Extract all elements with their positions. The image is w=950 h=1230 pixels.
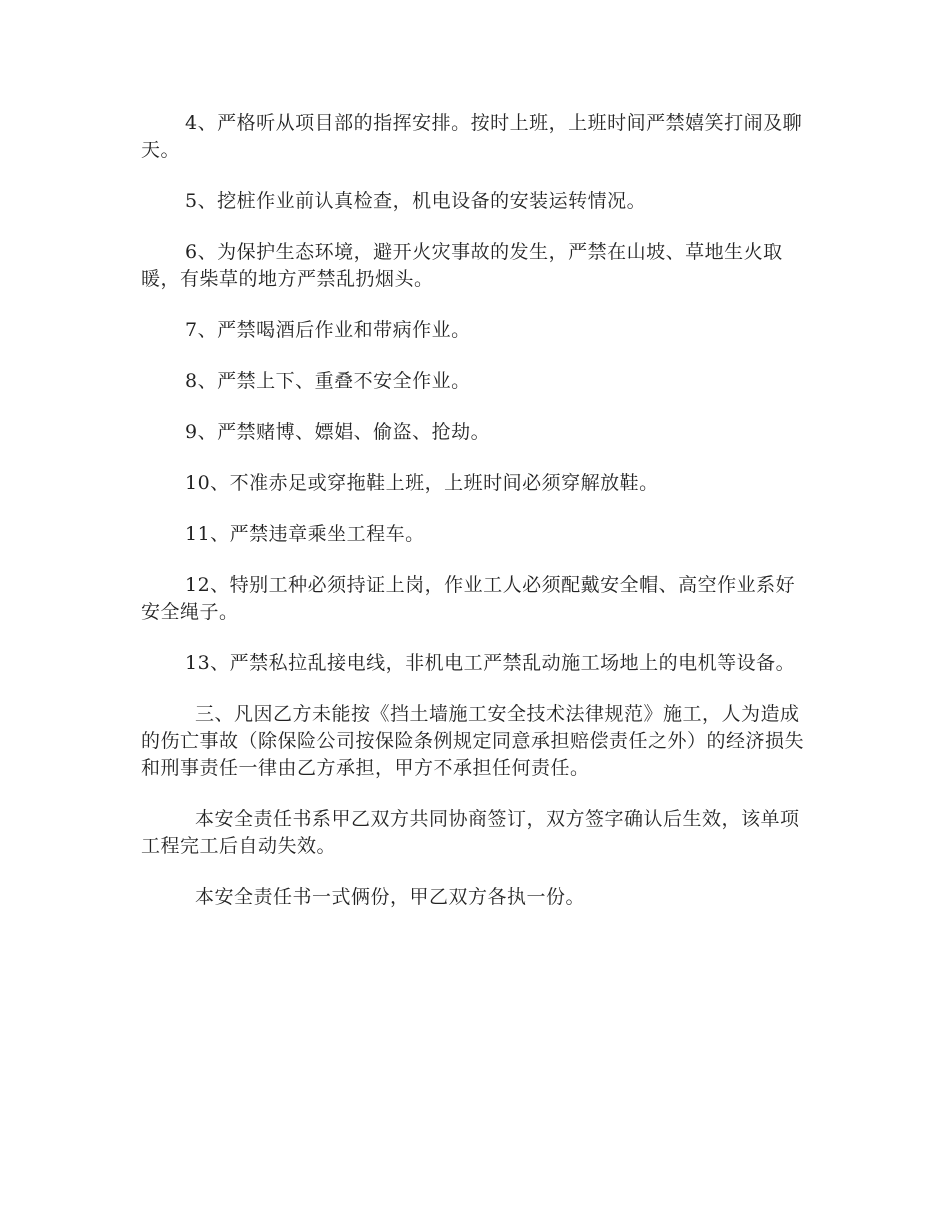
section-three-liability: 三、凡因乙方未能按《挡土墙施工安全技术法律规范》施工，人为造成的伤亡事故（除保险公司按保险条例规定同意承担赔偿责任之外）的经济损失和刑事责任一律由乙方承担，甲方不承担任何责任。 xyxy=(141,703,805,779)
rule-item-6: 6、为保护生态环境，避开火灾事故的发生，严禁在山坡、草地生火取暖，有柴草的地方严禁乱扔烟头。 xyxy=(141,241,783,290)
rule-item-9: 9、严禁赌博、嫖娼、偷盗、抢劫。 xyxy=(185,421,491,443)
copies-clause: 本安全责任书一式俩份，甲乙双方各执一份。 xyxy=(195,886,586,908)
rule-item-11: 11、严禁违章乘坐工程车。 xyxy=(185,523,425,545)
rule-item-4: 4、严格听从项目部的指挥安排。按时上班，上班时间严禁嬉笑打闹及聊天。 xyxy=(141,112,803,161)
document-body xyxy=(141,110,811,935)
rule-item-13: 13、严禁私拉乱接电线，非机电工严禁乱动施工场地上的电机等设备。 xyxy=(185,652,796,674)
rule-item-12: 12、特别工种必须持证上岗，作业工人必须配戴安全帽、高空作业系好安全绳子。 xyxy=(141,574,796,623)
rule-item-10: 10、不准赤足或穿拖鞋上班，上班时间必须穿解放鞋。 xyxy=(185,472,659,494)
effectiveness-clause: 本安全责任书系甲乙双方共同协商签订，双方签字确认后生效，该单项工程完工后自动失效。 xyxy=(141,808,800,857)
rule-item-8: 8、严禁上下、重叠不安全作业。 xyxy=(185,370,471,392)
rule-item-5: 5、挖桩作业前认真检查，机电设备的安装运转情况。 xyxy=(185,190,647,212)
rule-item-7: 7、严禁喝酒后作业和带病作业。 xyxy=(185,319,471,341)
